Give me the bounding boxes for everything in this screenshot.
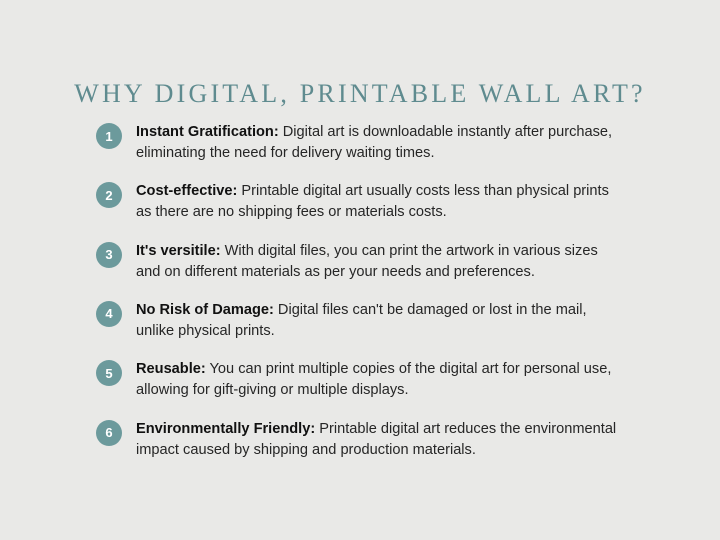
list-item-body: With digital files, you can print the artwork in various sizes and on different materials as per your needs and preferences. [136,242,598,280]
list-item [96,241,626,283]
list-item-body: You can print multiple copies of the digital art for personal use, allowing for gift-giving or multiple displays. [136,361,612,399]
list-item-text [136,122,626,164]
list-item-lead: Reusable: [136,361,206,378]
list-item-body: Printable digital art reduces the environmental impact caused by shipping and production materials. [136,420,617,458]
list-item-number-badge: 3 [96,242,122,268]
list-item-lead: Instant Gratification: [136,124,279,140]
list-item-body: Digital files can't be damaged or lost in the mail, unlike physical prints. [136,301,587,340]
list-item-lead: Cost-effective: [136,183,238,200]
list-item-text [136,419,626,461]
list-item-lead: No Risk of Damage: [136,301,274,318]
list-item-number-badge: 4 [96,301,122,327]
benefits-list [96,122,626,478]
list-item-text [136,300,626,342]
list-item-text [136,241,626,283]
list-item-number-badge: 5 [96,360,122,386]
list-item-number-badge: 6 [96,420,122,446]
list-item-number-badge: 2 [96,182,122,208]
list-item [96,122,626,164]
list-item [96,181,626,223]
page-title: WHY DIGITAL, PRINTABLE WALL ART? [74,79,646,109]
list-item-text [136,181,626,223]
list-item-lead: Environmentally Friendly: [136,420,316,437]
list-item [96,359,626,401]
list-item-number-badge: 1 [96,123,122,149]
list-item-lead: It's versitile: [136,242,221,259]
list-item-body: Printable digital art usually costs less than physical prints as there are no shipping fees or materials costs. [136,183,609,221]
list-item [96,419,626,461]
list-item-body: Digital art is downloadable instantly after purchase, eliminating the need for delivery waiting times. [136,124,613,162]
list-item [96,300,626,342]
list-item-text [136,359,626,401]
